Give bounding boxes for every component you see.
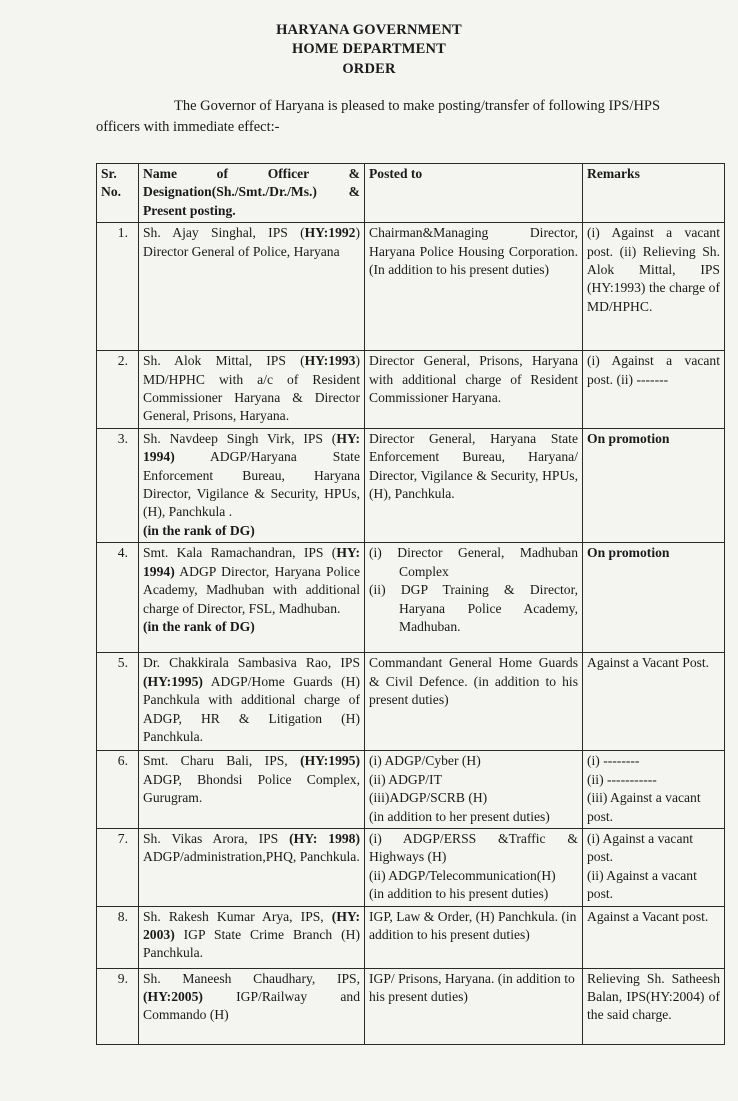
row-sr-no: 4. xyxy=(97,543,139,653)
row-remarks: Against a Vacant Post. xyxy=(583,653,725,751)
row-remarks: Against a Vacant post. xyxy=(583,906,725,968)
posted-item: (i) ADGP/ERSS &Traffic & Highways (H) xyxy=(369,830,578,865)
table-row xyxy=(97,351,725,429)
row-posted-to: Chairman&Managing Director, Haryana Police Housing Corporation. (In addition to his present duties) xyxy=(365,223,583,351)
intro-line-2: officers with immediate effect:- xyxy=(96,119,280,135)
row-remarks xyxy=(583,828,725,906)
posted-item: (i) ADGP/Cyber (H) xyxy=(369,753,481,769)
row-remarks xyxy=(583,751,725,829)
row-remarks: On promotion xyxy=(583,428,725,542)
header-officer-name: Name of Officer & Designation(Sh./Smt./Dr./Ms.) & Present posting. xyxy=(139,164,365,223)
row-posted-to xyxy=(365,543,583,653)
row-posted-to: IGP, Law & Order, (H) Panchkula. (in addition to his present duties) xyxy=(365,906,583,968)
posting-table xyxy=(96,163,725,1045)
table-header-row xyxy=(97,164,725,223)
remark-item: (iii) Against a vacant post. xyxy=(587,790,701,824)
row-sr-no: 2. xyxy=(97,351,139,429)
row-posted-to xyxy=(365,751,583,829)
posted-item: (ii) DGP Training & Director, Haryana Police Academy, Madhuban. xyxy=(369,582,578,634)
intro-line-1: The Governor of Haryana is pleased to make posting/transfer of following IPS/HPS xyxy=(174,98,661,114)
row-officer: Sh. Navdeep Singh Virk, IPS (HY: 1994) ADGP/Haryana State Enforcement Bureau, Haryana Director, Vigilance & Security, HPUs, (H), Panchkula . (in the rank of DG) xyxy=(139,428,365,542)
table-row xyxy=(97,906,725,968)
row-officer: Sh. Alok Mittal, IPS (HY:1993) MD/HPHC with a/c of Resident Commissioner Haryana & Director General, Prisons, Haryana. xyxy=(139,351,365,429)
row-posted-to: Director General, Haryana State Enforcement Bureau, Haryana/ Director, Vigilance & Security, HPUs, (H), Panchkula. xyxy=(365,428,583,542)
row-sr-no: 5. xyxy=(97,653,139,751)
row-posted-to: Director General, Prisons, Haryana with additional charge of Resident Commissioner Haryana. xyxy=(365,351,583,429)
row-posted-to: IGP/ Prisons, Haryana. (in addition to his present duties) xyxy=(365,968,583,1044)
posted-item: (ii) ADGP/Telecommunication(H) xyxy=(369,867,556,883)
posted-item: (i) Director General, Madhuban Complex xyxy=(369,545,578,579)
row-remarks: On promotion xyxy=(583,543,725,653)
table-row xyxy=(97,968,725,1044)
remark-item: (ii) ----------- xyxy=(587,771,657,787)
row-remarks: (i) Against a vacant post. (ii) Relieving Sh. Alok Mittal, IPS (HY:1993) the charge of MD/HPHC. xyxy=(583,223,725,351)
row-officer: Smt. Charu Bali, IPS, (HY:1995) ADGP, Bhondsi Police Complex, Gurugram. xyxy=(139,751,365,829)
header-remarks: Remarks xyxy=(583,164,725,223)
remark-item: (i) Against a vacant post. xyxy=(587,830,694,865)
row-posted-to: Commandant General Home Guards & Civil Defence. (in addition to his present duties) xyxy=(365,653,583,751)
posted-item: (ii) ADGP/IT xyxy=(369,771,442,787)
row-sr-no: 7. xyxy=(97,828,139,906)
table-row xyxy=(97,828,725,906)
row-sr-no: 6. xyxy=(97,751,139,829)
table-row xyxy=(97,543,725,653)
row-posted-to xyxy=(365,828,583,906)
header-posted-to: Posted to xyxy=(365,164,583,223)
posted-item: (in addition to her present duties) xyxy=(369,808,550,824)
row-sr-no: 3. xyxy=(97,428,139,542)
posted-item: (in addition to his present duties) xyxy=(369,886,549,902)
row-officer: Smt. Kala Ramachandran, IPS (HY: 1994) ADGP Director, Haryana Police Academy, Madhuban with additional charge of Director, FSL, Madhuban. (in the rank of DG) xyxy=(139,543,365,653)
header-department: HOME DEPARTMENT xyxy=(291,41,447,57)
header-sr-no: Sr. No. xyxy=(97,164,139,223)
table-row xyxy=(97,428,725,542)
row-sr-no: 9. xyxy=(97,968,139,1044)
row-officer: Sh. Rakesh Kumar Arya, IPS, (HY: 2003) IGP State Crime Branch (H) Panchkula. xyxy=(139,906,365,968)
row-remarks: (i) Against a vacant post. (ii) ------- xyxy=(583,351,725,429)
row-remarks: Relieving Sh. Satheesh Balan, IPS(HY:2004) of the said charge. xyxy=(583,968,725,1044)
table-row xyxy=(97,751,725,829)
header-order: ORDER xyxy=(342,61,396,77)
row-sr-no: 8. xyxy=(97,906,139,968)
row-officer: Sh. Vikas Arora, IPS (HY: 1998) ADGP/administration,PHQ, Panchkula. xyxy=(139,828,365,906)
posted-item: (iii)ADGP/SCRB (H) xyxy=(369,790,488,806)
row-officer: Sh. Maneesh Chaudhary, IPS, (HY:2005) IGP/Railway and Commando (H) xyxy=(139,968,365,1044)
remark-item: (i) -------- xyxy=(587,753,640,769)
row-sr-no: 1. xyxy=(97,223,139,351)
remark-item: (ii) Against a vacant post. xyxy=(587,867,697,902)
intro-paragraph xyxy=(96,96,696,138)
row-officer: Sh. Ajay Singhal, IPS (HY:1992) Director General of Police, Haryana xyxy=(139,223,365,351)
table-row xyxy=(97,653,725,751)
table-row xyxy=(97,223,725,351)
header-government: HARYANA GOVERNMENT xyxy=(276,22,462,38)
row-officer: Dr. Chakkirala Sambasiva Rao, IPS (HY:1995) ADGP/Home Guards (H) Panchkula with additional charge of ADGP, HR & Litigation (H) Panchkula. xyxy=(139,653,365,751)
